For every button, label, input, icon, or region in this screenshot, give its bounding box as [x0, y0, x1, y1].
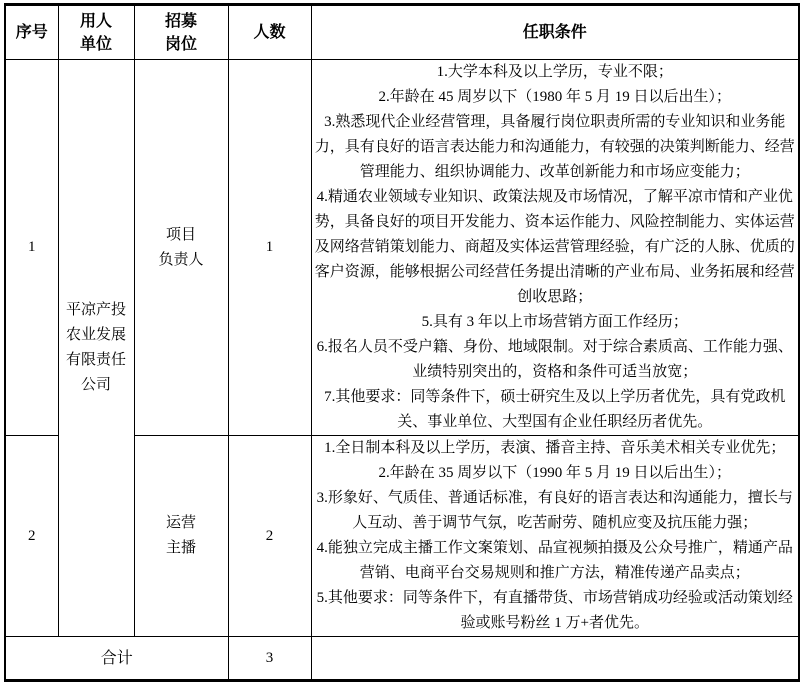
position-line: 运营	[165, 515, 196, 531]
header-count	[228, 5, 311, 60]
table-header-row	[5, 5, 799, 60]
header-employer-line: 用人	[79, 12, 112, 30]
cell-position-1	[134, 60, 228, 436]
header-count-label: 人数	[253, 24, 286, 41]
total-count: 3	[228, 637, 311, 681]
header-seq-label: 序号	[15, 24, 48, 41]
total-label: 合计	[5, 637, 228, 681]
employer-name-line: 平凉产投	[65, 302, 126, 318]
position-line: 主播	[165, 540, 196, 556]
condition-item: 1.大学本科及以上学历，专业不限；	[436, 64, 673, 80]
header-conditions	[311, 5, 799, 60]
condition-item: 2.年龄在 35 周岁以下（1990 年 5 月 19 日以后出生）；	[378, 465, 731, 481]
cell-position-2	[134, 436, 228, 637]
condition-item: 4.精通农业领域专业知识、政策法规及市场情况，了解平凉市情和产业优势，具备良好的项目开发能力、资本运作能力、风险控制能力、实体运营及网络营销策划能力、商超及实体运营管理经验，有广泛的人脉、优质的客户资源，能够根据公司经营任务提出清晰的产业布局、业务拓展和经营创收思路；	[314, 189, 795, 305]
condition-item: 5.具有 3 年以上市场营销方面工作经历；	[421, 314, 688, 330]
condition-item: 7.其他要求：同等条件下，硕士研究生及以上学历者优先，具有党政机关、事业单位、大型国有企业任职经历者优先。	[324, 389, 786, 430]
cell-conditions-2	[311, 436, 799, 637]
header-position-line: 招募	[164, 12, 197, 30]
header-conditions-label: 任职条件	[522, 24, 587, 41]
cell-seq-2: 2	[5, 436, 58, 637]
total-conditions-empty	[311, 637, 799, 681]
cell-employer	[58, 60, 134, 637]
header-position-line: 岗位	[164, 35, 197, 53]
header-seq	[5, 5, 58, 60]
cell-count-2: 2	[228, 436, 311, 637]
condition-item: 5.其他要求：同等条件下，有直播带货、市场营销成功经验或活动策划经验或账号粉丝 1 万+者优先。	[316, 590, 793, 631]
header-employer	[58, 5, 134, 60]
condition-item: 6.报名人员不受户籍、身份、地域限制。对于综合素质高、工作能力强、业绩特别突出的，资格和条件可适当放宽；	[316, 339, 793, 380]
employer-name-line: 公司	[80, 377, 111, 393]
condition-item: 1.全日制本科及以上学历，表演、播音主持、音乐美术相关专业优先；	[324, 440, 786, 456]
condition-item: 3.熟悉现代企业经营管理，具备履行岗位职责所需的专业知识和业务能力，具有良好的语言表达能力和沟通能力，有较强的决策判断能力、经营管理能力、组织协调能力、改革创新能力和市场应变能力；	[314, 114, 795, 180]
employer-name-line: 农业发展	[65, 327, 126, 343]
header-employer-line: 单位	[79, 35, 112, 53]
condition-item: 2.年龄在 45 周岁以下（1980 年 5 月 19 日以后出生）；	[378, 89, 731, 105]
position-line: 项目	[165, 226, 196, 243]
cell-seq-1: 1	[5, 60, 58, 436]
total-row	[5, 637, 799, 681]
header-position	[134, 5, 228, 60]
cell-conditions-1	[311, 60, 799, 436]
recruitment-table-container	[4, 3, 800, 682]
cell-count-1: 1	[228, 60, 311, 436]
position-line: 负责人	[158, 251, 204, 268]
table-row	[5, 60, 799, 436]
condition-item: 4.能独立完成主播工作文案策划、品宣视频拍摄及公众号推广，精通产品营销、电商平台交易规则和推广方法，精准传递产品卖点；	[316, 540, 793, 581]
recruitment-table	[4, 3, 800, 682]
employer-name-line: 有限责任	[65, 352, 126, 368]
condition-item: 3.形象好、气质佳、普通话标准，有良好的语言表达和沟通能力，擅长与人互动、善于调节气氛，吃苦耐劳、随机应变及抗压能力强；	[316, 490, 793, 531]
